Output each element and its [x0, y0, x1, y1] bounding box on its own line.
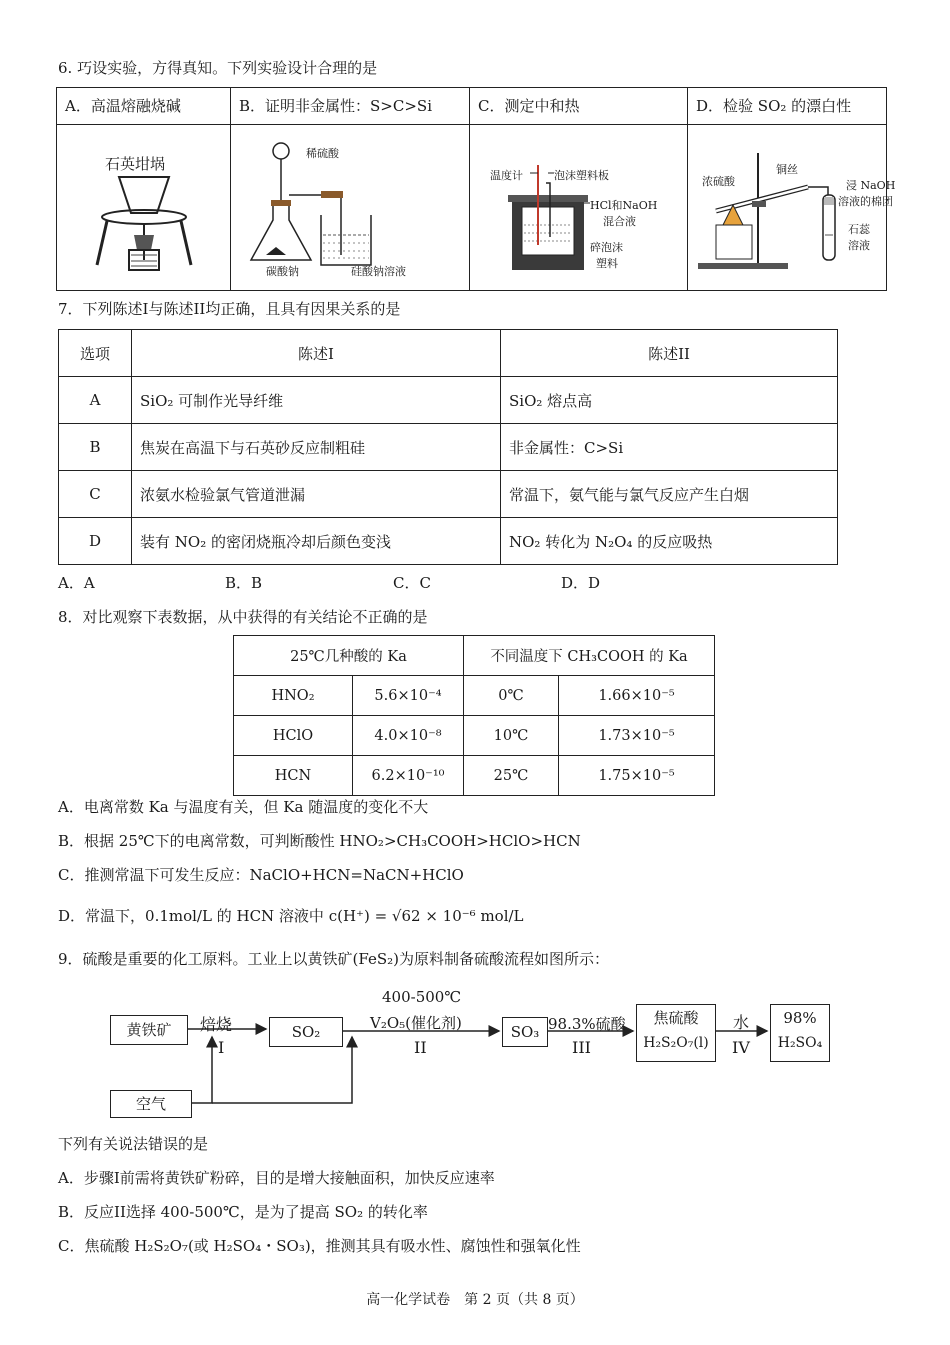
table-row [59, 424, 838, 471]
q7-cell: D [59, 518, 132, 565]
flask-beaker-illustration [231, 125, 461, 290]
crucible-tripod-illustration [57, 125, 222, 290]
q6-option-b-label: B．证明非金属性：S>C>Si [231, 88, 470, 125]
flow-pyrite-box: 黄铁矿 [110, 1015, 188, 1045]
label-foam-board: 泡沫塑料板 [554, 169, 609, 182]
flow-so2-box: SO₂ [269, 1017, 343, 1047]
flow-pyrosulfuric-box [636, 1004, 716, 1062]
q7-choice-b: B．B [225, 574, 263, 592]
q8-cell: 0℃ [464, 676, 559, 716]
calorimeter-illustration [470, 125, 679, 290]
q8-header-left: 25℃几种酸的 Ka [234, 636, 464, 676]
q7-cell: B [59, 424, 132, 471]
q7-cell: SiO₂ 熔点高 [501, 377, 838, 424]
label-thermometer: 温度计 [490, 169, 523, 182]
flow-step1-label: 焙烧 [200, 1015, 233, 1034]
table-row [59, 518, 838, 565]
flow-step4-num: IV [732, 1038, 750, 1057]
q7-cell: 装有 NO₂ 的密闭烧瓶冷却后颜色变浅 [132, 518, 501, 565]
flow-product-box [770, 1004, 830, 1062]
flow-product-pct: 98% [783, 1009, 817, 1027]
q6-figure-a [57, 125, 231, 291]
flow-step2-catalyst: V₂O₅(催化剂) [370, 1014, 462, 1032]
q6-option-d-label: D．检验 SO₂ 的漂白性 [688, 88, 887, 125]
q7-stem: 7．下列陈述I与陈述II均正确，且具有因果关系的是 [58, 300, 401, 318]
q7-choice-c: C．C [393, 574, 431, 592]
q7-cell: NO₂ 转化为 N₂O₄ 的反应吸热 [501, 518, 838, 565]
q6-figure-d [688, 125, 896, 291]
q7-choice-a: A．A [58, 574, 95, 592]
q8-cell: 1.75×10⁻⁵ [559, 756, 715, 796]
q6-figure-c [470, 125, 688, 291]
q8-option-d: D．常温下，0.1mol/L 的 HCN 溶液中 c(H⁺) = √62 × 10⁻⁶ mol/L [58, 907, 524, 925]
q8-cell: 1.73×10⁻⁵ [559, 716, 715, 756]
q8-cell: HCN [234, 756, 353, 796]
label-litmus-solution: 溶液 [848, 239, 870, 252]
q8-cell: 5.6×10⁻⁴ [353, 676, 464, 716]
table-row [59, 471, 838, 518]
flow-step2-num: II [414, 1038, 427, 1057]
flow-step2-condition: 400-500℃ [382, 988, 462, 1006]
q8-cell: 25℃ [464, 756, 559, 796]
label-dilute-sulfuric: 稀硫酸 [306, 147, 339, 160]
q7-cell: 焦炭在高温下与石英砂反应制粗硅 [132, 424, 501, 471]
label-sodium-carbonate: 碳酸钠 [266, 265, 299, 278]
q7-cell: SiO₂ 可制作光导纤维 [132, 377, 501, 424]
q8-cell: 10℃ [464, 716, 559, 756]
label-litmus: 石蕊 [848, 223, 870, 236]
tube-heating-illustration [688, 125, 913, 290]
label-cotton: 溶液的棉团 [838, 195, 893, 208]
q8-cell: 1.66×10⁻⁵ [559, 676, 715, 716]
table-row [234, 716, 715, 756]
label-conc-sulfuric: 浓硫酸 [702, 175, 735, 188]
label-sodium-silicate: 硅酸钠溶液 [351, 265, 406, 278]
q9-prompt: 下列有关说法错误的是 [58, 1135, 209, 1153]
q8-option-c: C．推测常温下可发生反应：NaClO+HCN=NaCN+HClO [58, 866, 464, 884]
q8-cell: HClO [234, 716, 353, 756]
page-footer: 高一化学试卷 第 2 页（共 8 页） [366, 1292, 584, 1308]
q9-option-b: B．反应II选择 400-500℃，是为了提高 SO₂ 的转化率 [58, 1203, 428, 1221]
q7-cell: 浓氨水检验氯气管道泄漏 [132, 471, 501, 518]
q6-figure-b [231, 125, 470, 291]
q7-cell: 常温下，氨气能与氯气反应产生白烟 [501, 471, 838, 518]
q8-option-a: A．电离常数 Ka 与温度有关，但 Ka 随温度的变化不大 [58, 798, 429, 816]
q7-header-statement1: 陈述I [132, 330, 501, 377]
table-row [234, 756, 715, 796]
flow-so3-box: SO₃ [502, 1017, 548, 1047]
flow-step1-num: I [218, 1038, 225, 1057]
flow-pyro-formula: H₂S₂O₇(l) [643, 1035, 709, 1051]
q8-cell: 4.0×10⁻⁸ [353, 716, 464, 756]
label-copper-wire: 铜丝 [776, 163, 798, 176]
label-plastic: 塑料 [596, 257, 618, 270]
flow-step3-label: 98.3%硫酸 [548, 1015, 626, 1033]
label-mixture: 混合液 [603, 215, 636, 228]
q8-table [233, 635, 715, 796]
flow-step3-num: III [572, 1038, 591, 1057]
q6-stem: 6. 巧设实验，方得真知。下列实验设计合理的是 [58, 59, 378, 77]
q9-option-c: C．焦硫酸 H₂S₂O₇(或 H₂SO₄・SO₃)，推测其具有吸水性、腐蚀性和强氧化性 [58, 1237, 581, 1255]
q7-table [58, 329, 838, 565]
q8-option-b: B．根据 25℃下的电离常数，可判断酸性 HNO₂>CH₃COOH>HClO>HCN [58, 832, 581, 850]
label-foam-pieces: 碎泡沫 [590, 241, 623, 254]
label-quartz-crucible: 石英坩埚 [105, 155, 166, 173]
table-row [59, 377, 838, 424]
q7-header-statement2: 陈述II [501, 330, 838, 377]
label-naoh-soaked: 浸 NaOH [846, 179, 896, 192]
q7-cell: 非金属性：C>Si [501, 424, 838, 471]
flow-product-formula: H₂SO₄ [777, 1035, 823, 1051]
q7-cell: A [59, 377, 132, 424]
q7-cell: C [59, 471, 132, 518]
q6-table [56, 87, 896, 291]
q7-choice-d: D．D [561, 574, 601, 592]
q8-cell: 6.2×10⁻¹⁰ [353, 756, 464, 796]
q7-header-option: 选项 [59, 330, 132, 377]
q8-header-right: 不同温度下 CH₃COOH 的 Ka [464, 636, 715, 676]
q9-option-a: A．步骤I前需将黄铁矿粉碎，目的是增大接触面积，加快反应速率 [58, 1169, 495, 1187]
table-row [234, 676, 715, 716]
q6-option-c-label: C．测定中和热 [470, 88, 688, 125]
label-hcl-naoh: HCl和NaOH [590, 199, 658, 212]
flow-step4-label: 水 [733, 1013, 750, 1032]
flow-pyro-name: 焦硫酸 [653, 1009, 699, 1027]
q8-stem: 8．对比观察下表数据，从中获得的有关结论不正确的是 [58, 608, 428, 626]
flow-air-box: 空气 [110, 1090, 192, 1118]
q9-stem: 9．硫酸是重要的化工原料。工业上以黄铁矿(FeS₂)为原料制备硫酸流程如图所示： [58, 950, 610, 968]
q8-cell: HNO₂ [234, 676, 353, 716]
q6-option-a-label: A．高温熔融烧碱 [57, 88, 231, 125]
